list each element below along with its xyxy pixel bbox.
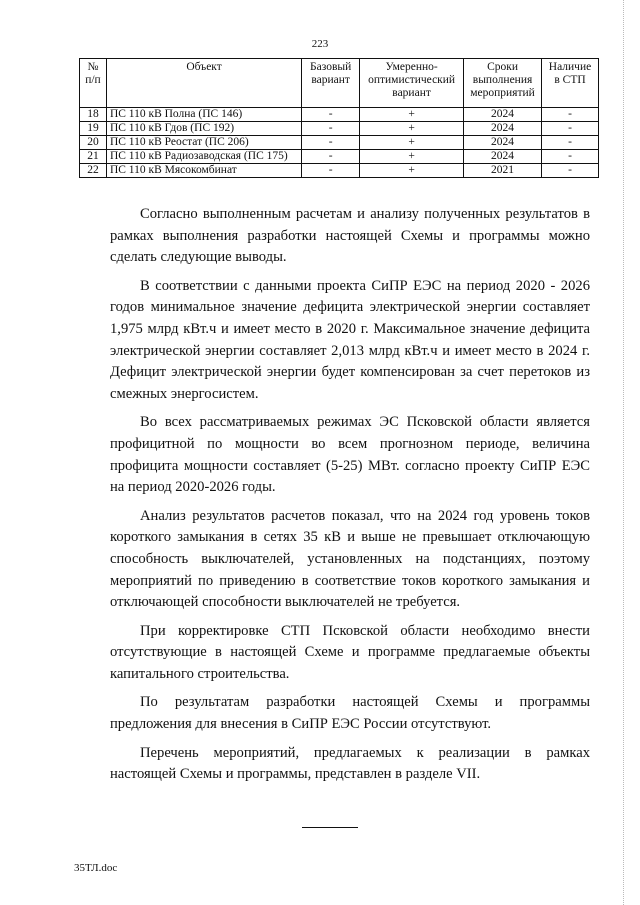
table-row (80, 108, 599, 122)
paragraph-conclusions-intro: Согласно выполненным расчетам и анализу полученных результатов в рамках выполнения разработки настоящей Схемы и программы можно сделать следующие выводы. (110, 206, 590, 266)
row-object: ПС 110 кВ Гдов (ПС 192) (106, 122, 301, 136)
row-base: - (302, 164, 360, 178)
row-deadline: 2024 (464, 108, 542, 122)
row-num: 18 (80, 108, 107, 122)
end-rule (302, 827, 358, 828)
row-num: 19 (80, 122, 107, 136)
header-object: Объект (106, 59, 301, 108)
row-num: 21 (80, 150, 107, 164)
body-text (110, 204, 590, 793)
row-num: 20 (80, 136, 107, 150)
header-base: Базовый вариант (302, 59, 360, 108)
row-moderate: + (360, 164, 464, 178)
row-object: ПС 110 кВ Полна (ПС 146) (106, 108, 301, 122)
footer-filename: 35ТЛ.doc (74, 862, 118, 874)
table-row (80, 122, 599, 136)
row-moderate: + (360, 150, 464, 164)
row-base: - (302, 122, 360, 136)
row-deadline: 2024 (464, 150, 542, 164)
row-base: - (302, 136, 360, 150)
paragraph-energy-deficit: В соответствии с данными проекта СиПР ЕЭС на период 2020 - 2026 годов минимальное значение дефицита электрической энергии составляет 1,975 млрд кВт.ч и имеет место в 2020 г. Максимальное значение дефицита электрической энергии составляет 2,013 млрд кВт.ч и имеет место в 2024 г. Дефицит электрической энергии будет компенсирован за счет перетоков из смежных энергосистем. (110, 277, 590, 402)
header-moderate: Умеренно-оптимистический вариант (360, 59, 464, 108)
row-stp: - (542, 164, 599, 178)
row-stp: - (542, 136, 599, 150)
row-base: - (302, 150, 360, 164)
paragraph-stp-correction: При корректировке СТП Псковской области необходимо внести отсутствующие в настоящей Схеме и программе предлагаемые объекты капитального строительства. (110, 622, 590, 682)
row-object: ПС 110 кВ Радиозаводская (ПС 175) (106, 150, 301, 164)
row-base: - (302, 108, 360, 122)
table-header-row (80, 59, 599, 108)
paragraph-measures-list: Перечень мероприятий, предлагаемых к реализации в рамках настоящей Схемы и программы, представлен в разделе VII. (110, 744, 590, 783)
row-moderate: + (360, 108, 464, 122)
paragraph-short-circuit: Анализ результатов расчетов показал, что на 2024 год уровень токов короткого замыкания в сетях 35 кВ и выше не превышает отключающую способность выключателей, установленных на подстанциях, поэтому мероприятий по приведению в соответствие токов короткого замыкания и отключающей способности выключателей не требуется. (110, 507, 590, 611)
row-moderate: + (360, 122, 464, 136)
scan-edge-line (623, 0, 624, 905)
row-deadline: 2024 (464, 136, 542, 150)
header-stp: Наличие в СТП (542, 59, 599, 108)
row-object: ПС 110 кВ Реостат (ПС 206) (106, 136, 301, 150)
header-num: № п/п (80, 59, 107, 108)
paragraph-power-surplus: Во всех рассматриваемых режимах ЭС Псковской области является профицитной по мощности во всем прогнозном периоде, величина профицита мощности составляет (5-25) МВт. согласно проекту СиПР ЕЭС на период 2020-2026 годы. (110, 414, 590, 496)
table-row (80, 164, 599, 178)
row-num: 22 (80, 164, 107, 178)
row-stp: - (542, 122, 599, 136)
row-moderate: + (360, 136, 464, 150)
header-deadline: Сроки выполнения мероприятий (464, 59, 542, 108)
page-number: 223 (311, 38, 329, 50)
objects-table (79, 58, 599, 178)
row-deadline: 2024 (464, 122, 542, 136)
paragraph-sipr-proposals: По результатам разработки настоящей Схемы и программы предложения для внесения в СиПР ЕЭС России отсутствуют. (110, 694, 590, 733)
table-row (80, 136, 599, 150)
row-deadline: 2021 (464, 164, 542, 178)
row-stp: - (542, 108, 599, 122)
row-object: ПС 110 кВ Мясокомбинат (106, 164, 301, 178)
row-stp: - (542, 150, 599, 164)
table-row (80, 150, 599, 164)
